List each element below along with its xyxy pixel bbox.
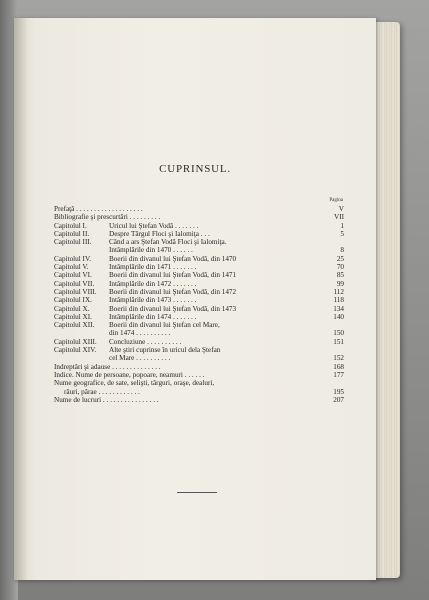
entry-title: Indreptări şi adause . . . . . . . . . . . . . . bbox=[54, 362, 161, 371]
page-number: 168 bbox=[333, 362, 344, 371]
closing-rule bbox=[177, 492, 217, 493]
chapter-title: Intâmplările din 1474 . . . . . . . bbox=[109, 312, 197, 321]
toc-row bbox=[54, 230, 344, 238]
chapter-label: Capitolul II. bbox=[54, 229, 90, 238]
chapter-label: Capitolul XIV. bbox=[54, 346, 97, 355]
toc-row bbox=[54, 346, 344, 354]
toc-row bbox=[54, 371, 344, 379]
page-number: 118 bbox=[333, 296, 344, 305]
toc-row bbox=[54, 222, 344, 230]
page-number: 195 bbox=[333, 387, 344, 396]
chapter-label: Capitolul XI. bbox=[54, 312, 92, 321]
chapter-title: Alte ştiri cuprinse în uricul dela Ştefan bbox=[109, 346, 221, 355]
chapter-title: Concluziune . . . . . . . . . . bbox=[109, 337, 182, 346]
entry-title: Nume de lucruri . . . . . . . . . . . . . . . . bbox=[54, 395, 159, 404]
page-number: 1 bbox=[340, 221, 344, 230]
toc-row bbox=[54, 280, 344, 288]
toc-row bbox=[54, 263, 344, 271]
page-number: 99 bbox=[336, 279, 344, 288]
toc-row bbox=[54, 313, 344, 321]
toc-row bbox=[54, 354, 344, 362]
chapter-label: Capitolul X. bbox=[54, 304, 90, 313]
chapter-label: Capitolul V. bbox=[54, 263, 89, 272]
page-number: 5 bbox=[340, 229, 344, 238]
chapter-label: Capitolul III. bbox=[54, 238, 92, 247]
page-number: 70 bbox=[336, 263, 344, 272]
chapter-title: Intâmplările din 1471 . . . . . . . bbox=[109, 263, 197, 272]
toc-row bbox=[54, 329, 344, 337]
page-number: 112 bbox=[333, 287, 344, 296]
chapter-label: Capitolul IX. bbox=[54, 296, 92, 305]
page-number: 8 bbox=[340, 246, 344, 255]
chapter-title-continued: din 1474 . . . . . . . . . . bbox=[109, 329, 171, 338]
toc-row bbox=[54, 288, 344, 296]
page-number: 85 bbox=[336, 271, 344, 280]
toc-row bbox=[54, 238, 344, 246]
page-number: V bbox=[338, 205, 344, 213]
chapter-label: Capitolul XIII. bbox=[54, 337, 97, 346]
toc-row bbox=[54, 338, 344, 346]
toc-row bbox=[54, 396, 344, 404]
chapter-title: Când a ars Ştefan Vodă Floci şi Ialomiţa. bbox=[109, 238, 227, 247]
page-number: 207 bbox=[333, 395, 344, 404]
toc-row bbox=[54, 379, 344, 387]
chapter-label: Capitolul VIII. bbox=[54, 287, 97, 296]
table-of-contents bbox=[54, 205, 344, 404]
page-number: 152 bbox=[333, 354, 344, 363]
entry-title-continued: râuri, părae . . . . . . . . . . . . bbox=[64, 387, 140, 396]
entry-title: Prefaţă . . . . . . . . . . . . . . . . . . . bbox=[54, 205, 143, 213]
chapter-title: Boerii din divanul lui Ştefan cel Mare, bbox=[109, 321, 220, 330]
toc-row bbox=[54, 296, 344, 304]
chapter-label: Capitolul XII. bbox=[54, 321, 95, 330]
entry-title: Nume geografice, de sate, selişti, târguri, oraşe, dealuri, bbox=[54, 379, 215, 388]
chapter-title: Boerii din divanul lui Ştefan Vodă, din 1473 bbox=[109, 304, 237, 313]
toc-row bbox=[54, 213, 344, 221]
toc-row bbox=[54, 363, 344, 371]
chapter-title: Boerii din divanul lui Ştefan Vodă, din 1470 bbox=[109, 254, 237, 263]
chapter-label: Capitolul VI. bbox=[54, 271, 92, 280]
page-number: 134 bbox=[333, 304, 344, 313]
chapter-title: Despre Târgul Floci şi Ialomiţa . . . bbox=[109, 229, 210, 238]
page-number: 140 bbox=[333, 312, 344, 321]
toc-row bbox=[54, 205, 344, 213]
entry-title: Indice. Nume de persoane, popoare, neamuri . . . . . . bbox=[54, 370, 205, 379]
toc-row bbox=[54, 321, 344, 329]
toc-row bbox=[54, 388, 344, 396]
page-number: 150 bbox=[333, 329, 344, 338]
page-number: VII bbox=[334, 213, 344, 222]
page-title: CUPRINSUL. bbox=[159, 163, 231, 175]
chapter-title: Intâmplările din 1473 . . . . . . . bbox=[109, 296, 197, 305]
chapter-label: Capitolul I. bbox=[54, 221, 87, 230]
toc-row bbox=[54, 305, 344, 313]
page-gutter-shadow bbox=[14, 18, 28, 580]
chapter-title-continued: cel Mare . . . . . . . . . . bbox=[109, 354, 171, 363]
page-number: 151 bbox=[333, 337, 344, 346]
chapter-label: Capitolul IV. bbox=[54, 254, 92, 263]
book-page bbox=[14, 18, 376, 580]
chapter-title: Boerii din divanul lui Ştefan Vodă, din 1472 bbox=[109, 287, 237, 296]
page-number: 25 bbox=[336, 254, 344, 263]
toc-row bbox=[54, 271, 344, 279]
entry-title: Bibliografie şi prescurtări . . . . . . . . . bbox=[54, 213, 161, 222]
toc-row bbox=[54, 255, 344, 263]
chapter-title-continued: Intâmplările din 1470 . . . . . . bbox=[109, 246, 193, 255]
page-column-header: Pagina bbox=[329, 198, 343, 203]
page-number: 177 bbox=[333, 370, 344, 379]
chapter-title: Uricul lui Ştefan Vodă . . . . . . . bbox=[109, 221, 199, 230]
chapter-title: Intâmplările din 1472 . . . . . . . bbox=[109, 279, 197, 288]
chapter-label: Capitolul VII. bbox=[54, 279, 95, 288]
toc-row bbox=[54, 246, 344, 254]
chapter-title: Boerii din divanul lui Ştefan Vodă, din 1471 bbox=[109, 271, 237, 280]
